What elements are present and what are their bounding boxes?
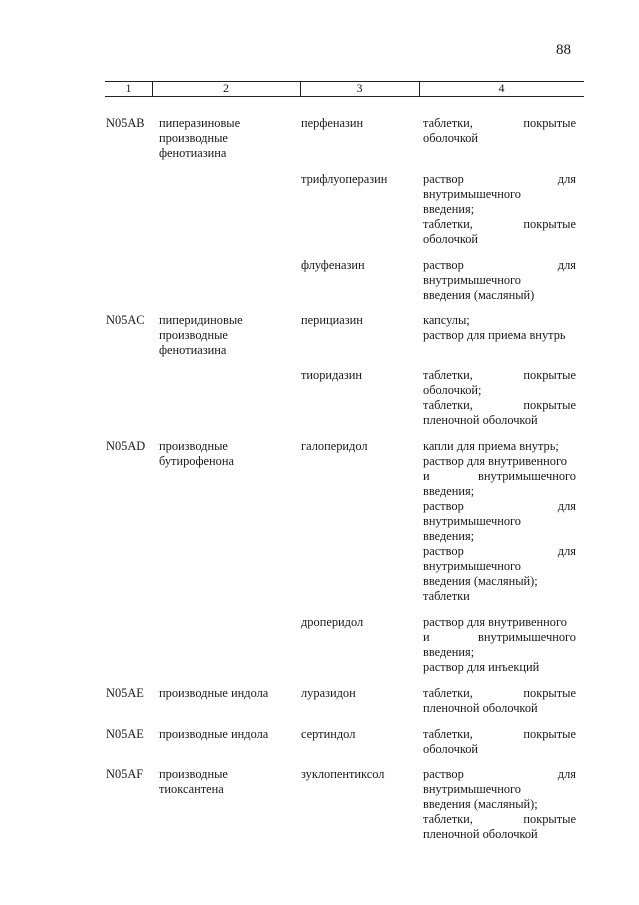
dosage-form-line: раствор для (423, 258, 576, 272)
dosage-form-line: раствор для инъекций (423, 660, 540, 674)
drug-name: перициазин (301, 313, 363, 327)
page-number: 88 (556, 42, 571, 58)
dosage-form-line: таблетки, покрытые (423, 217, 576, 231)
dosage-form-line: введения (масляный); (423, 797, 538, 811)
dosage-form-line: раствор для (423, 172, 576, 186)
dosage-form-line: капсулы; (423, 313, 470, 327)
group-line: производные индола (159, 727, 269, 741)
group-line: тиоксантена (159, 782, 224, 796)
drug-name: галоперидол (301, 439, 368, 453)
dosage-form-line: оболочкой (423, 131, 479, 145)
dosage-form-line: и внутримышечного (423, 630, 576, 644)
atc-code: N05AF (106, 767, 144, 781)
group-line: пиперазиновые (159, 116, 241, 130)
dosage-form-line: раствор для внутривенного (423, 454, 567, 468)
dosage-form-line: внутримышечного (423, 782, 521, 796)
dosage-form-line: внутримышечного (423, 273, 521, 287)
drug-name: зуклопентиксол (301, 767, 385, 781)
dosage-form-line: пленочной оболочкой (423, 827, 538, 841)
drug-name: сертиндол (301, 727, 356, 741)
group-line: производные (159, 439, 228, 453)
group-line: фенотиазина (159, 343, 227, 357)
column-header-1: 1 (125, 81, 132, 95)
dosage-form-line: раствор для (423, 499, 576, 513)
dosage-form-line: таблетки, покрытые (423, 812, 576, 826)
dosage-form-line: оболочкой; (423, 383, 482, 397)
group-line: производные (159, 131, 228, 145)
group-line: фенотиазина (159, 146, 227, 160)
group-line: производные (159, 328, 228, 342)
dosage-form-line: таблетки, покрытые (423, 398, 576, 412)
dosage-form-line: раствор для внутривенного (423, 615, 567, 629)
column-header-4: 4 (498, 81, 505, 95)
dosage-form-line: внутримышечного (423, 187, 521, 201)
dosage-form-line: введения (масляный) (423, 288, 535, 302)
dosage-form-line: таблетки, покрытые (423, 727, 576, 741)
atc-code: N05AC (106, 313, 145, 327)
dosage-form-line: внутримышечного (423, 514, 521, 528)
dosage-form-line: раствор для (423, 544, 576, 558)
group-line: производные (159, 767, 228, 781)
dosage-form-line: раствор для (423, 767, 576, 781)
dosage-form-line: оболочкой (423, 742, 479, 756)
dosage-form-line: введения; (423, 529, 475, 543)
dosage-form-line: таблетки, покрытые (423, 686, 576, 700)
group-line: производные индола (159, 686, 269, 700)
table-header (105, 81, 584, 97)
dosage-form-line: таблетки (423, 589, 470, 603)
drug-name: дроперидол (301, 615, 364, 629)
dosage-form-line: введения (масляный); (423, 574, 538, 588)
drug-name: перфеназин (301, 116, 364, 130)
column-header-2: 2 (223, 81, 229, 95)
dosage-form-line: пленочной оболочкой (423, 701, 538, 715)
dosage-form-line: и внутримышечного (423, 469, 576, 483)
drug-name: тиоридазин (301, 368, 363, 382)
dosage-form-line: раствор для приема внутрь (423, 328, 566, 342)
dosage-form-line: таблетки, покрытые (423, 116, 576, 130)
dosage-form-line: введения; (423, 484, 475, 498)
atc-code: N05AE (106, 727, 144, 741)
atc-code: N05AB (106, 116, 145, 130)
atc-code: N05AE (106, 686, 144, 700)
drug-name: трифлуоперазин (301, 172, 388, 186)
dosage-form-line: пленочной оболочкой (423, 413, 538, 427)
dosage-form-line: введения; (423, 202, 475, 216)
drug-name: флуфеназин (301, 258, 365, 272)
group-line: бутирофенона (159, 454, 234, 468)
drug-name: луразидон (301, 686, 356, 700)
column-header-3: 3 (356, 81, 363, 95)
group-line: пиперидиновые (159, 313, 243, 327)
dosage-form-line: внутримышечного (423, 559, 521, 573)
atc-code: N05AD (106, 439, 146, 453)
dosage-form-line: оболочкой (423, 232, 479, 246)
dosage-form-line: капли для приема внутрь; (423, 439, 559, 453)
dosage-form-line: таблетки, покрытые (423, 368, 576, 382)
dosage-form-line: введения; (423, 645, 475, 659)
